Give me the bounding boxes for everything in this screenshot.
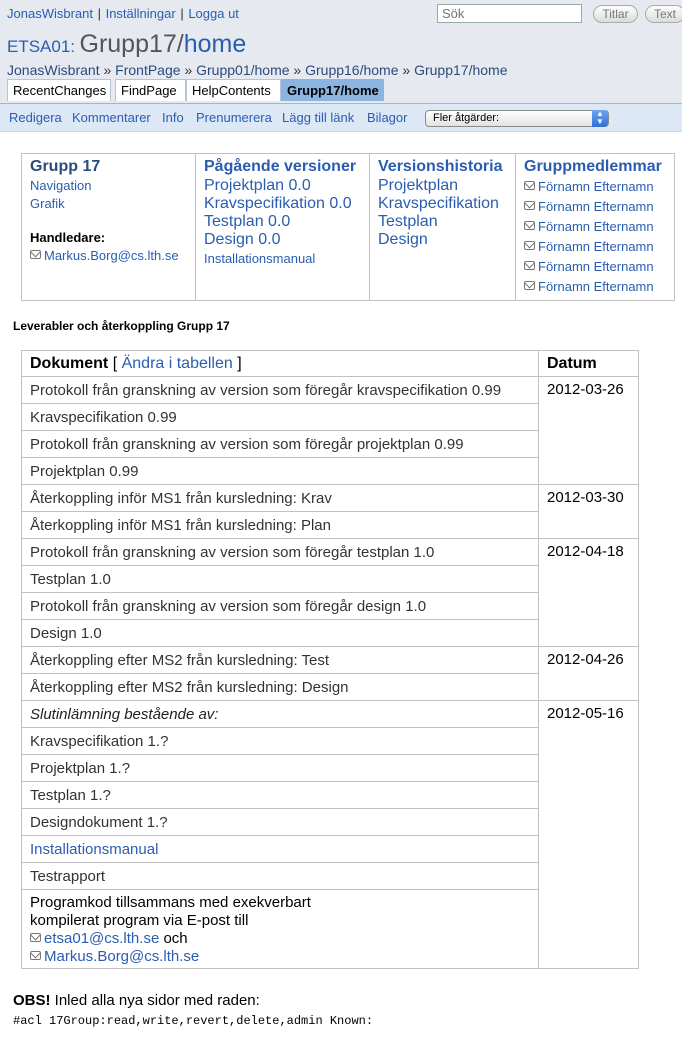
document-column-header (22, 351, 539, 377)
supervisor-email-link[interactable] (30, 246, 187, 266)
supervisor-email: Markus.Borg@cs.lth.se (44, 948, 200, 965)
navigation-link[interactable]: Navigation (30, 178, 92, 193)
members-cell (516, 154, 675, 301)
site-logo-link[interactable]: ETSA01: (7, 37, 76, 56)
page-header (0, 0, 682, 103)
search-titles-button[interactable]: Titlar (593, 5, 638, 23)
date-cell: 2012-03-30 (539, 485, 639, 539)
installation-manual-link[interactable]: Installationsmanual (30, 840, 159, 858)
breadcrumb-item[interactable]: Grupp17/home (414, 62, 508, 78)
date-cell: 2012-04-26 (539, 647, 639, 701)
breadcrumb-separator: » (103, 62, 112, 78)
document-cell: Projektplan 0.99 (22, 458, 539, 485)
member-link[interactable] (524, 177, 666, 197)
tab-recent-changes[interactable]: RecentChanges (7, 79, 111, 101)
history-link[interactable]: Kravspecifikation (378, 195, 499, 212)
document-cell: Protokoll från granskning av version som föregår kravspecifikation 0.99 (22, 377, 539, 404)
deliverables-heading: Leverabler och återkoppling Grupp 17 (13, 319, 230, 333)
document-cell: Protokoll från granskning av version som föregår design 1.0 (22, 593, 539, 620)
user-link[interactable]: JonasWisbrant (7, 6, 93, 21)
more-actions-select[interactable] (425, 110, 609, 127)
date-cell: 2012-04-18 (539, 539, 639, 647)
breadcrumb-separator: » (402, 62, 411, 78)
supervisor-email-link[interactable] (30, 948, 199, 965)
history-link[interactable]: Projektplan (378, 177, 459, 194)
breadcrumb-item[interactable]: Grupp01/home (196, 62, 290, 78)
document-cell: Protokoll från granskning av version som föregår projektplan 0.99 (22, 431, 539, 458)
bracket-open: [ (112, 354, 118, 372)
member-link[interactable] (524, 237, 666, 257)
document-cell: Återkoppling efter MS2 från kursledning: Test (22, 647, 539, 674)
mail-icon (524, 241, 535, 250)
obs-text: Inled alla nya sidor med raden: (54, 992, 260, 1009)
table-header-row (22, 351, 639, 377)
search-input[interactable] (437, 4, 582, 23)
final-row-line: kompilerat program via E-post till (30, 912, 249, 929)
document-cell: Återkoppling inför MS1 från kursledning: Krav (22, 485, 539, 512)
current-version-link[interactable]: Kravspecifikation 0.0 (204, 195, 352, 212)
tab-help-contents[interactable]: HelpContents (186, 79, 281, 101)
member-name: Förnamn Efternamn (538, 179, 654, 194)
mail-icon (524, 261, 535, 270)
info-link[interactable]: Info (162, 110, 184, 125)
mail-icon (524, 281, 535, 290)
info-table (21, 153, 675, 301)
date-cell: 2012-03-26 (539, 377, 639, 485)
tab-find-page[interactable]: FindPage (115, 79, 186, 101)
course-email: etsa01@cs.lth.se (44, 930, 160, 947)
member-name: Förnamn Efternamn (538, 219, 654, 234)
breadcrumb-item[interactable]: JonasWisbrant (7, 62, 100, 78)
table-row (22, 485, 639, 512)
document-cell: Återkoppling inför MS1 från kursledning: Plan (22, 512, 539, 539)
member-name: Förnamn Efternamn (538, 279, 654, 294)
tab-current-page[interactable]: Grupp17/home (281, 79, 384, 101)
date-column-header: Datum (539, 351, 639, 377)
edit-bar (0, 103, 682, 132)
document-cell (22, 890, 539, 969)
settings-link[interactable]: Inställningar (105, 6, 176, 21)
page-title-link[interactable]: home (183, 30, 247, 58)
separator: | (176, 6, 188, 21)
mail-icon (524, 181, 535, 190)
supervisor-email: Markus.Borg@cs.lth.se (44, 248, 179, 263)
separator: | (93, 6, 105, 21)
document-cell: Återkoppling efter MS2 från kursledning: Design (22, 674, 539, 701)
more-actions-label: Fler åtgärder: (433, 112, 500, 124)
table-row (22, 377, 639, 404)
document-cell: Testrapport (22, 863, 539, 890)
document-cell: Slutinlämning bestående av: (22, 701, 539, 728)
mail-icon (30, 951, 41, 960)
document-cell (22, 836, 539, 863)
document-cell: Designdokument 1.? (22, 809, 539, 836)
logout-link[interactable]: Logga ut (188, 6, 239, 21)
mail-icon (30, 250, 41, 259)
group-heading: Grupp 17 (30, 158, 101, 175)
page-title-parent-link[interactable]: Grupp17/ (79, 30, 184, 58)
obs-label: OBS! (13, 992, 51, 1009)
members-heading: Gruppmedlemmar (524, 158, 662, 175)
current-version-link[interactable]: Testplan 0.0 (204, 213, 291, 230)
current-versions-heading: Pågående versioner (204, 158, 357, 175)
attachments-link[interactable]: Bilagor (367, 110, 408, 125)
member-link[interactable] (524, 217, 666, 237)
edit-table-link[interactable]: Ändra i tabellen (121, 354, 233, 372)
breadcrumb-separator: » (293, 62, 302, 78)
member-link[interactable] (524, 277, 666, 297)
group-cell (22, 154, 196, 301)
date-cell: 2012-05-16 (539, 701, 639, 969)
document-header-label: Dokument (30, 354, 109, 372)
bracket-close: ] (237, 354, 242, 372)
course-email-link[interactable] (30, 930, 159, 947)
deliverables-table (21, 350, 639, 969)
supervisor-label: Handledare: (30, 230, 106, 245)
table-row (22, 647, 639, 674)
installation-manual-link[interactable]: Installationsmanual (204, 251, 316, 266)
version-history-cell (370, 154, 516, 301)
member-link[interactable] (524, 257, 666, 277)
breadcrumb-item[interactable]: Grupp16/home (305, 62, 399, 78)
document-cell: Kravspecifikation 0.99 (22, 404, 539, 431)
history-link[interactable]: Design (378, 231, 428, 248)
mail-icon (30, 933, 41, 942)
current-version-link[interactable]: Design 0.0 (204, 231, 281, 248)
member-name: Förnamn Efternamn (538, 259, 654, 274)
current-versions-cell (196, 154, 370, 301)
current-version-link[interactable]: Projektplan 0.0 (204, 177, 311, 194)
breadcrumb (7, 62, 508, 78)
user-bar (7, 6, 239, 21)
document-cell: Protokoll från granskning av version som föregår testplan 1.0 (22, 539, 539, 566)
document-cell: Kravspecifikation 1.? (22, 728, 539, 755)
history-link[interactable]: Testplan (378, 213, 438, 230)
member-link[interactable] (524, 197, 666, 217)
add-link-link[interactable]: Lägg till länk (282, 110, 355, 125)
breadcrumb-item[interactable]: FrontPage (115, 62, 181, 78)
and-text: och (163, 930, 188, 947)
comments-link[interactable]: Kommentarer (72, 110, 151, 125)
table-row (22, 539, 639, 566)
document-cell: Testplan 1.0 (22, 566, 539, 593)
edit-table-wrapper (113, 355, 242, 372)
final-row-line: Programkod tillsammans med exekverbart (30, 894, 311, 911)
final-row-emails (30, 948, 530, 966)
graphics-link[interactable]: Grafik (30, 196, 65, 211)
table-row (22, 701, 639, 728)
member-name: Förnamn Efternamn (538, 199, 654, 214)
search-text-button[interactable]: Text (645, 5, 682, 23)
page-title (7, 30, 246, 59)
mail-icon (524, 221, 535, 230)
edit-link[interactable]: Redigera (9, 110, 62, 125)
version-history-heading: Versionshistoria (378, 158, 503, 175)
document-cell: Projektplan 1.? (22, 755, 539, 782)
obs-note (13, 992, 260, 1009)
document-cell: Testplan 1.? (22, 782, 539, 809)
acl-code-line: #acl 17Group:read,write,revert,delete,admin Known: (13, 1014, 374, 1028)
document-cell: Design 1.0 (22, 620, 539, 647)
final-row-emails (30, 930, 530, 948)
member-name: Förnamn Efternamn (538, 239, 654, 254)
breadcrumb-separator: » (184, 62, 193, 78)
subscribe-link[interactable]: Prenumerera (196, 110, 272, 125)
mail-icon (524, 201, 535, 210)
select-arrows-icon: ▲ ▼ (592, 110, 608, 127)
